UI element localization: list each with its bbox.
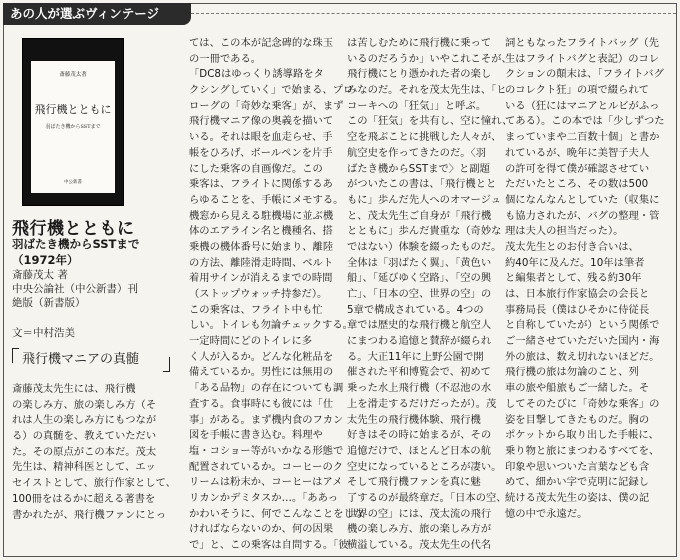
text-line: そして飛行機ファンを真に魅 (347, 476, 481, 489)
header-divider (191, 13, 676, 14)
text-line: しい。トイレも勿論チェックする。 (189, 319, 353, 332)
text-line: のコレクト狂」の項で綴られて (505, 84, 649, 97)
text-line: 詞ともなったフライトバッグ（先 (505, 37, 659, 49)
text-line: 空史になっているところが凄い。 (347, 460, 502, 473)
text-line: リームは粉末か、コーヒーはアメ (189, 476, 343, 489)
text-line: 世界の空」には、茂太流の飛行 (347, 507, 492, 520)
cover-publisher: 中公新書 (64, 180, 82, 185)
text-line: 茂太先生とのお付き合いは、 (505, 240, 639, 253)
text-line: 事」がある。まず機内食のフカン (189, 413, 344, 426)
text-line: 帳をひろげ、ボールペンを片手 (189, 146, 333, 159)
text-line: 好きはその時に始まるが、その (347, 429, 492, 442)
book-author: 斎藤茂太 著 (12, 269, 68, 281)
book-cover-image (22, 38, 124, 206)
text-line: た。その原点がこの本だ。茂太 (12, 445, 157, 458)
text-line: この乗客は、フライト中も忙 (189, 303, 323, 316)
text-line: ご一緒させていただいた国内・海 (505, 335, 660, 348)
book-year: （1972年） (12, 253, 79, 267)
text-line: 飛行機マニア像の奥義を描いて (189, 115, 334, 128)
text-line: 太先生の飛行機体験、飛行機 (347, 413, 481, 426)
cover-subtitle: 羽ばたき機からSSTまで (45, 124, 101, 130)
text-line: リカンかデミタスか…。「ああっ (189, 491, 339, 504)
text-line: 憶の中で永遠だ。 (505, 507, 588, 520)
text-line: 体のエアライン名と機種名、搭 (189, 225, 333, 238)
text-line: いるのだろうか」いやこれこそが、 (347, 52, 512, 65)
text-line: とともに」歩んだ貴重な（奇妙な (347, 225, 502, 238)
text-line: にした乗客の自画像だ。この (189, 162, 323, 175)
text-line: も協力されたが、バグの整理・管 (505, 209, 660, 222)
text-line: にまつわる追憶と賛辞が綴られ (347, 335, 492, 348)
text-line: 乗り物と旅にまつわるすべてを、 (505, 444, 660, 457)
text-line: 書かれたが、飛行機ファンにとっ (12, 508, 167, 521)
body-column-4 (505, 36, 665, 522)
text-line: コーキへの「狂気」」と呼ぶ。 (347, 99, 487, 112)
text-line: クシングしていく」で始まる、プロ (189, 84, 354, 97)
text-line: もに」歩んだ先人へのオマージュ (347, 193, 502, 206)
text-line: （ストップウォッチ持参だ）。 (189, 288, 328, 300)
text-line: 航空史を作ってきたのだ。〈羽 (347, 146, 487, 159)
text-line: みなのだ。それを茂太先生は、「ヒ (347, 84, 507, 97)
text-line: 全体は「羽ばたく翼」、「黄色い (347, 256, 492, 269)
text-line: この「狂気」を共有し、空に憧れ、 (347, 115, 513, 128)
text-line: 亡」、「日本の空、世界の空」の (347, 288, 492, 300)
text-line: の許可を得て僕が確認させてい (505, 162, 650, 175)
text-line: 機窓から見える駐機場に並ぶ機 (189, 209, 334, 222)
text-line: れているが、晩年に美智子夫人 (505, 146, 650, 159)
text-line: 横溢している。茂太先生の代名 (347, 539, 492, 551)
text-line: ては、この本が記念碑的な珠玉 (189, 37, 334, 49)
text-line: 一定時間にどのトイレに多 (189, 335, 313, 348)
text-line: かわいそうに、何でこんなことをしな (189, 507, 365, 520)
text-line: 塩・コショー等がいかなる形態で (189, 444, 344, 457)
text-line: 催された平和博覧会で、初めて (347, 366, 491, 379)
text-line: 章では歴史的な飛行機と航空人 (347, 319, 492, 332)
text-line: 「DC8はゆっくり誘導路をタ (189, 68, 324, 81)
book-status: 絶版（新書版） (12, 297, 86, 309)
text-line: 備えているか。男性には無用の (189, 366, 334, 379)
text-line: セイストとして、旅行作家として、 (12, 477, 176, 490)
text-line: 上を滑走するだけだったが）。茂 (347, 397, 497, 410)
cover-title: 飛行機とともに (34, 103, 112, 116)
text-line: 機の楽しみ方、旅の楽しみ方が (347, 523, 492, 536)
text-line: いる（狂にはマニアとルビがふっ (505, 99, 660, 112)
cover-author: 斎藤茂太著 (59, 72, 87, 78)
text-line: ローグの「奇妙な乗客」が、まず (189, 99, 344, 112)
text-line: 理は夫人の担当だった）。 (505, 225, 624, 238)
text-line: 空を飛ぶことに挑戦した人々が、 (347, 131, 502, 144)
text-line: と編集者として、残る約30年 (505, 272, 642, 285)
body-column-3 (347, 36, 512, 554)
text-line: ポケットから取り出した手帳に、 (505, 429, 659, 442)
text-line: 着用サインが消えるまでの時間 (189, 272, 333, 285)
text-line: 追憶だけで、ほとんど日本の航 (347, 444, 491, 457)
text-line: 飛行機の旅は勿論のこと、列 (505, 366, 639, 379)
text-line: てある）。この本では「少しずつた (505, 115, 665, 128)
text-line: で」と、この乗客は自問する。「彼 (189, 539, 349, 551)
text-line: ばたき機からSSTまで〉と副題 (347, 162, 490, 175)
text-line: の一冊である。 (189, 52, 262, 65)
text-line: く人が入るか。どんな化粧品を (189, 350, 334, 363)
text-line: れは人生の楽しみ方にもつなが (12, 414, 157, 427)
text-line: ければならないのか、何の因果 (189, 523, 334, 536)
book-title: 飛行機とともに (12, 219, 135, 239)
book-cover-panel (31, 61, 115, 193)
text-line: まっていまや二百数十個」と書か (505, 131, 660, 144)
body-column-1 (12, 382, 176, 523)
body-column-2 (189, 36, 364, 554)
text-line: 続ける茂太先生の姿は、僕の記 (505, 491, 650, 504)
text-line: してそのたびに「奇妙な乗客」の (505, 397, 660, 410)
text-line: る。大正11年に上野公園で開 (347, 350, 484, 363)
text-line: は、日本旅行作家協会の会長と (505, 288, 650, 300)
text-line: 5章で構成されている。4つの (347, 303, 484, 316)
text-line: めて、細かい字で克明に記録し (505, 476, 649, 489)
text-line: 「ある品物」の存在についても調 (189, 382, 344, 395)
text-line: 乗った水上飛行機（不忍池の水 (347, 382, 492, 395)
text-line: がついたこの書は、「飛行機とと (347, 178, 497, 191)
column-header: あの人が選ぶヴィンテージ (3, 3, 191, 25)
text-line: 姿を目撃してきたものだ。胸の (505, 413, 650, 426)
text-line: は苦しむために飛行機に乗って (347, 37, 492, 49)
section-title: 飛行機マニアの真髄 (12, 348, 170, 372)
text-line: と自称していたが）という関係で (505, 319, 660, 332)
text-line: 了するのが最終章だ。「日本の空、 (347, 491, 507, 504)
text-line: の方法、離陸滑走時間、ベルト (189, 256, 334, 269)
text-line: と、茂太先生ご自身が「飛行機 (347, 209, 492, 222)
text-line: 事務局長（僕はひそかに侍従長 (505, 303, 650, 316)
text-line: 印象や思いついた言葉なども含 (505, 460, 650, 473)
text-line: 車の旅や船旅もご一緒した。そ (505, 382, 650, 395)
text-line: 斎藤茂太先生には、飛行機 (12, 383, 136, 395)
text-line: 先生は、精神科医として、エッ (12, 461, 156, 474)
text-line: いる。それは眼を血走らせ、手 (189, 131, 333, 144)
text-line: 船」、「延びゆく空路」、「空の興 (347, 272, 492, 285)
text-line: 乗機の機体番号に始まり、離陸 (189, 240, 334, 253)
book-subtitle: 羽ばたき機からSSTまで (12, 237, 140, 251)
text-line: 約40年に及んだ。10年は筆者 (505, 256, 645, 269)
text-line: 配置されているか。コーヒーのク (189, 460, 344, 473)
article-writer: 文＝中村浩美 (12, 327, 75, 339)
text-line: 査する。食事時にも彼には「仕 (189, 397, 334, 410)
text-line: クションの顛末は、「フライトバグ (505, 68, 664, 81)
text-line: 外の旅は、数え切れないほどだ。 (505, 350, 660, 363)
text-line: らゆることを、手帳にメモする。 (189, 193, 344, 206)
text-line: ただいたところ、その数は500 (505, 178, 649, 191)
text-line: る）の真髄を、教えていただい (12, 430, 157, 443)
text-line: 乗客は、フライトに関係するあ (189, 178, 333, 191)
text-line: の楽しみ方、旅の楽しみ方（そ (12, 398, 157, 411)
text-line: 飛行機にとり憑かれた者の楽し (347, 68, 492, 81)
text-line: 100冊をはるかに超える著書を (12, 492, 156, 505)
text-line: 個になんなんとしていた（収集に (505, 193, 660, 206)
book-publisher: 中央公論社（中公新書）刊 (12, 283, 138, 295)
text-line: ではない）体験を綴ったものだ。 (347, 240, 502, 253)
text-line: 生はフライトバグと表記）のコレ (505, 52, 660, 65)
text-line: 図を手帳に書き込む。料理や (189, 429, 323, 442)
